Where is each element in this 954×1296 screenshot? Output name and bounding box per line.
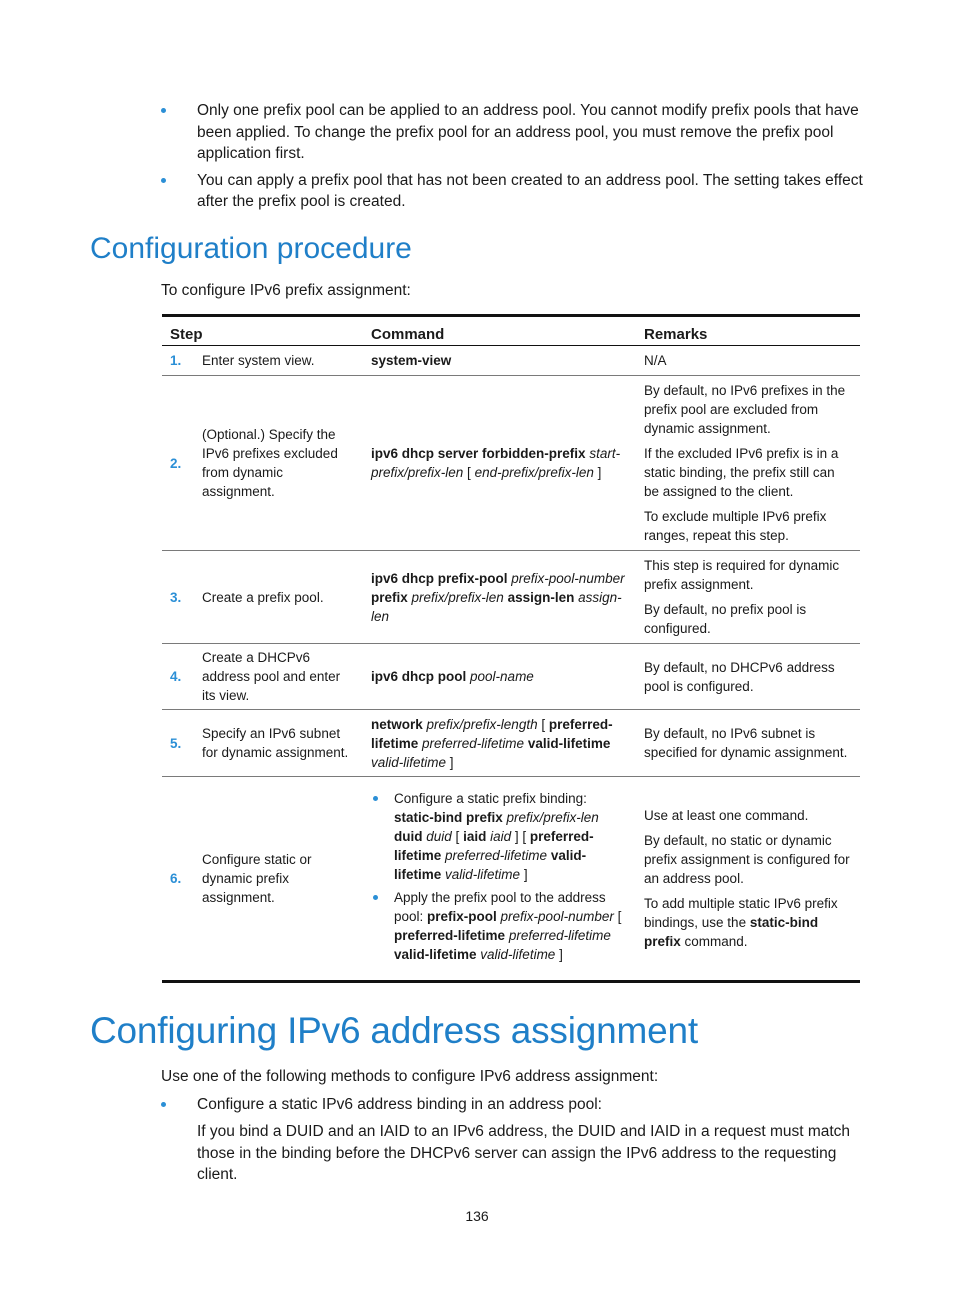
header-step: Step: [162, 316, 363, 346]
text-run: ]: [555, 947, 563, 962]
command-token: preferred-lifetime: [371, 716, 613, 751]
command-option: [371, 888, 628, 964]
remarks-cell: [636, 346, 860, 376]
step-content: [170, 425, 355, 501]
command-cell: [363, 346, 636, 376]
remark-text: [644, 894, 852, 951]
section2-bullet: [160, 1094, 866, 1116]
command-token: preferred-lifetime: [422, 735, 525, 751]
table-row: [162, 710, 860, 777]
remark-text: To exclude multiple IPv6 prefix ranges, repeat this step.: [644, 509, 827, 543]
table-row: [162, 644, 860, 710]
remarks-cell: [636, 551, 860, 644]
table-row: [162, 346, 860, 376]
remark-text: By default, no DHCPv6 address pool is configured.: [644, 659, 835, 694]
step-content: [170, 351, 355, 370]
command-token: network: [371, 716, 423, 732]
bullet-icon: [373, 796, 378, 801]
command-token: valid-lifetime: [394, 848, 587, 882]
step-cell: [162, 346, 363, 376]
command-token: valid-lifetime: [371, 754, 447, 770]
intro-bullet-text: You can apply a prefix pool that has not been created to an address pool. The setting takes effect after the prefix pool is created.: [197, 171, 863, 210]
command-cell: [363, 376, 636, 551]
step-content: [170, 648, 355, 705]
header-remarks: Remarks: [636, 316, 860, 346]
command-token: valid-lifetime: [445, 867, 521, 882]
remark-text: [644, 831, 852, 888]
step-cell: [162, 551, 363, 644]
command-token: preferred-lifetime: [508, 928, 611, 943]
command-token: ipv6 dhcp pool: [371, 669, 467, 684]
text-run: [: [537, 716, 549, 732]
command-token: prefix: [371, 589, 408, 605]
remarks-cell: [636, 777, 860, 982]
command-token: valid-lifetime: [394, 947, 477, 962]
command-token: static-bind prefix: [394, 810, 503, 825]
command-token: system-view: [371, 353, 452, 368]
command-token: prefix-pool: [427, 909, 497, 924]
remark-text: If the excluded IPv6 prefix is in a static binding, the prefix still can be assigned to the client.: [644, 446, 839, 499]
command-line: [371, 715, 628, 772]
step-text: Configure static or dynamic prefix assignment.: [202, 852, 312, 905]
remark-text: [644, 806, 852, 825]
section2-bullet-list: [160, 1094, 866, 1121]
config-steps-table: [162, 314, 860, 983]
remark-text: By default, no prefix pool is configured.: [644, 602, 807, 636]
remark-text: By default, no IPv6 prefixes in the prefix pool are excluded from dynamic assignment.: [644, 383, 846, 436]
command-line: [371, 667, 628, 686]
intro-bullet-1: [160, 100, 866, 165]
header-command: Command: [363, 316, 636, 346]
command-token: prefix/prefix-len: [506, 810, 599, 825]
text-run: [: [613, 909, 622, 924]
step-text: (Optional.) Specify the IPv6 prefixes excluded from dynamic assignment.: [202, 427, 338, 499]
table-row: [162, 551, 860, 644]
intro-bullet-2: [160, 170, 866, 213]
text-run: To add multiple static IPv6 prefix bindings, use the: [644, 896, 838, 930]
command-token: preferred-lifetime: [394, 928, 506, 943]
text-run: ]: [520, 867, 528, 882]
page-number: 136: [465, 1208, 489, 1224]
text-run: ]: [593, 465, 602, 480]
table-header-row: [162, 316, 860, 346]
section2-bullet-text: Configure a static IPv6 address binding in an address pool:: [197, 1096, 602, 1113]
command-cell: [363, 777, 636, 982]
text-run: [: [451, 829, 464, 844]
command-token: prefix-pool-number: [511, 570, 625, 586]
chapter-heading-ipv6-address-assignment: Configuring IPv6 address assignment: [90, 1010, 698, 1051]
command-token: prefix-pool-number: [500, 909, 614, 924]
step-text: Create a prefix pool.: [202, 589, 324, 605]
remark-text: This step is required for dynamic prefix assignment.: [644, 558, 840, 592]
text-run: [: [463, 465, 475, 480]
bullet-icon: [373, 895, 378, 900]
remarks-cell: [636, 644, 860, 710]
text-run: Apply the prefix pool to the address pool:: [394, 890, 606, 924]
command-token: valid-lifetime: [527, 735, 611, 751]
command-token: ipv6 dhcp server forbidden-prefix: [371, 446, 586, 461]
command-token: duid: [426, 829, 452, 844]
command-option-list: [371, 789, 628, 964]
intro-bullet-text: Only one prefix pool can be applied to an address pool. You cannot modify prefix pools that have been applied. To change the prefix pool for an address pool, you must remove the prefix pool application first.: [197, 102, 859, 162]
bullet-icon: [161, 178, 166, 183]
command-line: [371, 351, 628, 370]
command-token: iaid: [490, 829, 512, 844]
step-cell: [162, 710, 363, 777]
step-content: [170, 724, 355, 762]
section2-bullet-body: If you bind a DUID and an IAID to an IPv6 address, the DUID and IAID in a request must match those in the binding before the DHCPv6 server can assign the IPv6 address to the requesting client.: [197, 1123, 851, 1183]
text-run: Use at least one command.: [644, 808, 809, 823]
command-token: duid: [394, 829, 423, 844]
section-intro-text: To configure IPv6 prefix assignment:: [161, 282, 411, 299]
text-run: By default, no static or dynamic prefix assignment is configured for an address pool.: [644, 833, 850, 886]
step-cell: [162, 644, 363, 710]
text-run: Configure a static prefix binding:: [394, 791, 587, 806]
bullet-icon: [161, 1102, 166, 1107]
command-cell: [363, 710, 636, 777]
command-token: assign-len: [507, 589, 575, 605]
step-content: [170, 850, 355, 907]
command-line: [371, 444, 628, 482]
command-token: pool-name: [470, 669, 534, 684]
step-number: 2.: [170, 455, 182, 471]
bullet-icon: [161, 108, 166, 113]
remarks-cell: [636, 376, 860, 551]
step-text: Enter system view.: [202, 353, 315, 368]
command-option: [371, 789, 628, 884]
text-run: ]: [446, 754, 454, 770]
command-token: prefix/prefix-len: [411, 589, 504, 605]
command-token: valid-lifetime: [480, 947, 556, 962]
text-run: ] [: [511, 829, 530, 844]
command-token: preferred-lifetime: [394, 829, 594, 863]
intro-bullet-list: [160, 100, 866, 218]
step-text: Create a DHCPv6 address pool and enter its view.: [202, 650, 341, 703]
command-cell: [363, 551, 636, 644]
step-cell: [162, 777, 363, 982]
step-number: 5.: [170, 735, 182, 751]
command-token: preferred-lifetime: [445, 848, 548, 863]
step-number: 3.: [170, 589, 182, 605]
section-heading-configuration-procedure: Configuration procedure: [90, 232, 412, 265]
step-content: [170, 588, 355, 607]
command-token: static-bind prefix: [644, 915, 819, 949]
command-token: prefix/prefix-length: [426, 716, 538, 732]
table-body: [162, 346, 860, 982]
step-cell: [162, 376, 363, 551]
command-token: end-prefix/prefix-len: [474, 465, 594, 480]
step-number: 4.: [170, 669, 182, 684]
step-number: 6.: [170, 871, 182, 886]
table-row: [162, 376, 860, 551]
step-text: Specify an IPv6 subnet for dynamic assignment.: [202, 726, 349, 760]
command-token: assign-len: [371, 589, 622, 624]
command-token: iaid: [463, 829, 487, 844]
command-token: ipv6 dhcp prefix-pool: [371, 570, 508, 586]
remarks-cell: [636, 710, 860, 777]
command-cell: [363, 644, 636, 710]
step-number: 1.: [170, 353, 182, 368]
command-token: start-prefix/prefix-len: [371, 446, 621, 480]
remark-text: N/A: [644, 353, 667, 368]
remark-text: By default, no IPv6 subnet is specified for dynamic assignment.: [644, 726, 848, 760]
text-run: command.: [680, 934, 748, 949]
table-row: [162, 777, 860, 982]
command-line: [371, 569, 628, 626]
section2-intro-text: Use one of the following methods to configure IPv6 address assignment:: [161, 1068, 659, 1085]
